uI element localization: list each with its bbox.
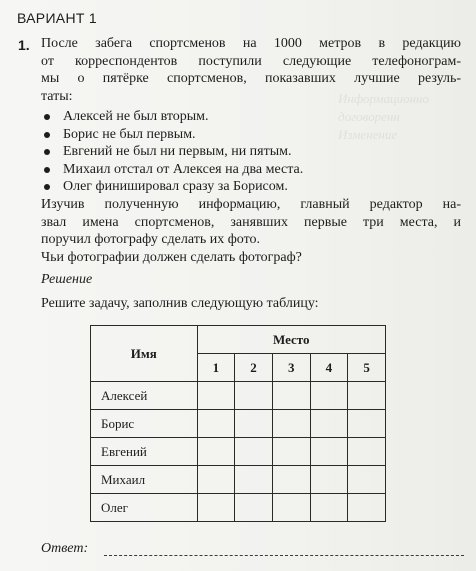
variant-heading: ВАРИАНТ 1 — [17, 10, 97, 26]
condition-item: Михаил отстал от Алексея на два места. — [41, 161, 303, 179]
solution-instruction: Решите задачу, заполнив следующую таблицу: — [41, 296, 319, 311]
athlete-name: Михаил — [91, 466, 198, 494]
intro-line: мы о пятёрке спортсменов, показавших лучшие резуль- — [41, 71, 461, 87]
table-cell[interactable] — [197, 410, 235, 438]
name-column-header: Имя — [91, 326, 198, 382]
table-cell[interactable] — [348, 438, 386, 466]
table-row — [91, 382, 386, 410]
table-cell[interactable] — [197, 438, 235, 466]
placement-table — [90, 325, 386, 522]
place-number-header: 4 — [310, 354, 348, 382]
task-intro — [41, 35, 461, 105]
outro-line: поручил фотографу сделать их фото. — [41, 232, 261, 248]
condition-item: Олег финишировал сразу за Борисом. — [41, 178, 303, 196]
condition-item: Алексей не был вторым. — [41, 108, 303, 126]
outro-line: Изучив полученную информацию, главный редактор на- — [41, 197, 461, 212]
intro-line: После забега спортсменов на 1000 метров в редакцию — [41, 36, 461, 51]
table-row — [91, 494, 386, 522]
task-outro — [41, 196, 461, 249]
table-cell[interactable] — [272, 466, 310, 494]
answer-field[interactable] — [104, 555, 464, 556]
table-cell[interactable] — [197, 494, 235, 522]
table-cell[interactable] — [348, 494, 386, 522]
task-question: Чьи фотографии должен сделать фотограф? — [41, 250, 302, 265]
condition-item: Евгений не был ни первым, ни пятым. — [41, 143, 303, 161]
place-number-header: 1 — [197, 354, 235, 382]
table-cell[interactable] — [272, 382, 310, 410]
table-row — [91, 466, 386, 494]
table-cell[interactable] — [348, 410, 386, 438]
table-cell[interactable] — [235, 494, 273, 522]
place-number-header: 3 — [272, 354, 310, 382]
table-cell[interactable] — [235, 438, 273, 466]
conditions-list — [41, 108, 303, 196]
answer-label: Ответ: — [41, 541, 89, 556]
table-cell[interactable] — [235, 410, 273, 438]
place-column-header: Место — [197, 326, 386, 354]
task-number: 1. — [18, 37, 30, 53]
bleed-through-line: Изменение — [338, 127, 398, 142]
table-cell[interactable] — [197, 466, 235, 494]
table-row — [91, 438, 386, 466]
place-number-header: 2 — [235, 354, 273, 382]
solution-heading: Решение — [41, 272, 93, 287]
athlete-name: Борис — [91, 410, 198, 438]
athlete-name: Алексей — [91, 382, 198, 410]
condition-item: Борис не был первым. — [41, 126, 303, 144]
table-cell[interactable] — [272, 438, 310, 466]
outro-line: звал имена спортсменов, занявших первые три места, и — [41, 214, 461, 230]
bleed-through-line: Информационно — [338, 91, 429, 106]
table-cell[interactable] — [348, 382, 386, 410]
athlete-name: Евгений — [91, 438, 198, 466]
table-cell[interactable] — [310, 438, 348, 466]
place-number-header: 5 — [348, 354, 386, 382]
table-header-row — [91, 326, 386, 354]
athlete-name: Олег — [91, 494, 198, 522]
table-cell[interactable] — [197, 382, 235, 410]
table-cell[interactable] — [310, 466, 348, 494]
table-cell[interactable] — [310, 410, 348, 438]
intro-line: таты: — [41, 88, 73, 104]
table-row — [91, 410, 386, 438]
bleed-through-line: договоренн — [338, 109, 400, 124]
table-cell[interactable] — [235, 466, 273, 494]
table-cell[interactable] — [348, 466, 386, 494]
table-cell[interactable] — [310, 382, 348, 410]
table-cell[interactable] — [272, 410, 310, 438]
table-cell[interactable] — [235, 382, 273, 410]
table-cell[interactable] — [272, 494, 310, 522]
table-cell[interactable] — [310, 494, 348, 522]
intro-line: от корреспондентов поступили следующие телефонограм- — [41, 53, 461, 69]
